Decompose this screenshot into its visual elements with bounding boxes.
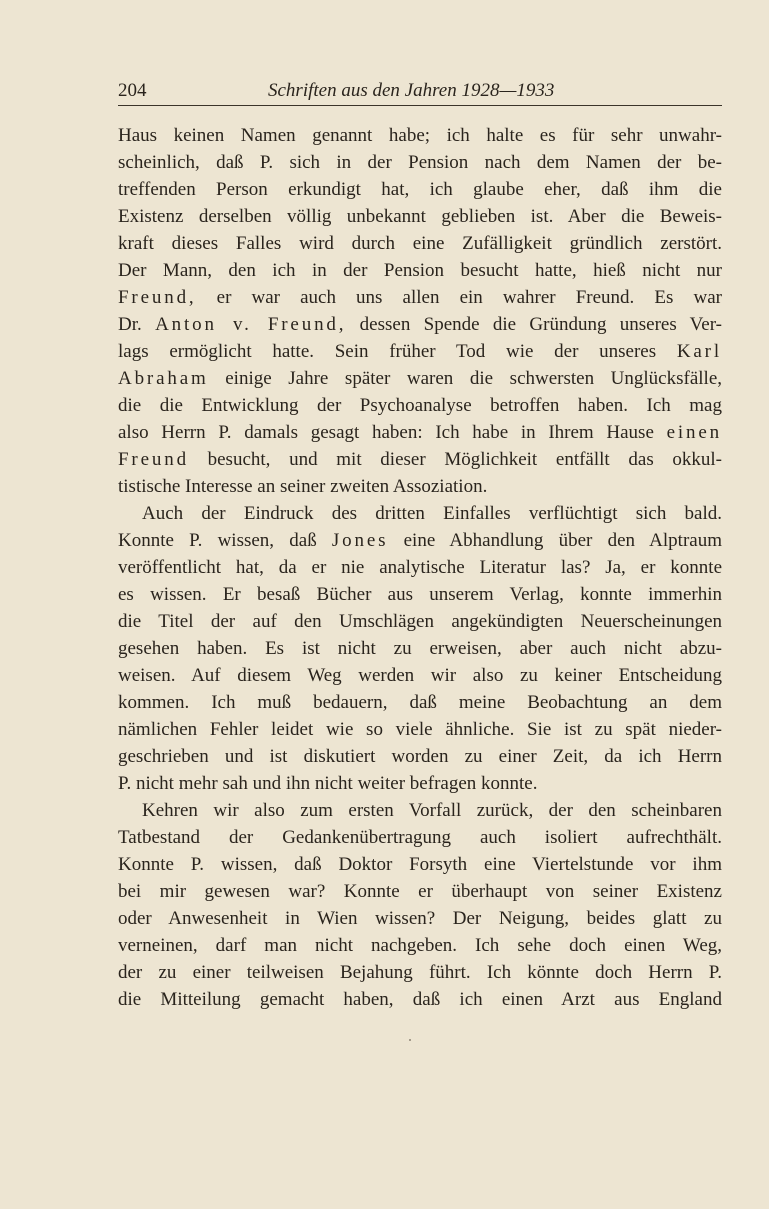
page-number: 204 [118, 80, 147, 101]
text-line [118, 446, 722, 473]
spaced-name: Freund [118, 449, 189, 470]
text-line [118, 365, 722, 392]
line-text: Auch der Eindruck des dritten Einfalles verflüchtigt sich bald. [142, 503, 722, 524]
line-text: Der Mann, den ich in der Pension besucht hatte, hieß nicht nur [118, 260, 722, 281]
text-line [118, 797, 722, 824]
text-line [118, 527, 722, 554]
line-text: P. nicht mehr sah und ihn nicht weiter befragen konnte. [118, 773, 538, 794]
line-text: Tatbestand der Gedankenübertragung auch isoliert aufrechthält. [118, 827, 722, 848]
text-line [118, 851, 722, 878]
line-text: die die Entwicklung der Psychoanalyse betroffen haben. Ich mag [118, 395, 722, 416]
line-text: Existenz derselben völlig unbekannt geblieben ist. Aber die Beweis- [118, 206, 722, 227]
paper-speck [409, 1039, 411, 1041]
line-text-segment: also Herrn P. damals gesagt haben: Ich habe in Ihrem Hause [118, 422, 667, 443]
text-line [118, 986, 722, 1013]
line-text: kommen. Ich muß bedauern, daß meine Beobachtung an dem [118, 692, 722, 713]
text-line [118, 662, 722, 689]
line-text-segment: einige Jahre später waren die schwersten Unglücksfälle, [208, 368, 722, 389]
text-line [118, 743, 722, 770]
running-title: Schriften aus den Jahren 1928—1933 [268, 80, 555, 101]
spaced-name: Jones [331, 530, 389, 551]
text-line [118, 500, 722, 527]
text-line [118, 284, 722, 311]
line-text: kraft dieses Falles wird durch eine Zufälligkeit gründlich zerstört. [118, 233, 722, 254]
text-line [118, 392, 722, 419]
line-text-segment: besucht, und mit dieser Möglichkeit entfällt das okkul- [188, 449, 722, 470]
spaced-name: Anton v. Freund, [155, 314, 347, 335]
line-text-segment: Dr. [118, 314, 156, 335]
line-text: die Mitteilung gemacht haben, daß ich einen Arzt aus England [118, 989, 722, 1010]
text-line [118, 230, 722, 257]
text-line [118, 608, 722, 635]
line-text-segment: lags ermöglicht hatte. Sein früher Tod wie der unseres [118, 341, 677, 362]
text-line [118, 716, 722, 743]
line-text: gesehen haben. Es ist nicht zu erweisen, aber auch nicht abzu- [118, 638, 722, 659]
line-text: Haus keinen Namen genannt habe; ich halte es für sehr unwahr- [118, 125, 722, 146]
spaced-name: Abraham [118, 368, 209, 389]
line-text: tistische Interesse an seiner zweiten Assoziation. [118, 476, 488, 497]
text-line [118, 176, 722, 203]
line-text: es wissen. Er besaß Bücher aus unserem Verlag, konnte immerhin [118, 584, 722, 605]
header-rule [118, 105, 722, 106]
line-text: veröffentlicht hat, da er nie analytische Literatur las? Ja, er konnte [118, 557, 722, 578]
text-line [118, 122, 722, 149]
text-line [118, 338, 722, 365]
text-line [118, 419, 722, 446]
line-text: weisen. Auf diesem Weg werden wir also zu keiner Entscheidung [118, 665, 722, 686]
text-line [118, 770, 722, 797]
line-text-segment: dessen Spende die Gründung unseres Ver- [346, 314, 722, 335]
line-text: oder Anwesenheit in Wien wissen? Der Neigung, beides glatt zu [118, 908, 722, 929]
line-text: Kehren wir also zum ersten Vorfall zurück, der den scheinbaren [142, 800, 722, 821]
line-text: Konnte P. wissen, daß Doktor Forsyth eine Viertelstunde vor ihm [118, 854, 722, 875]
line-text: geschrieben und ist diskutiert worden zu einer Zeit, da ich Herrn [118, 746, 722, 767]
text-line [118, 905, 722, 932]
line-text-segment: eine Abhandlung über den Alptraum [388, 530, 722, 551]
text-line [118, 257, 722, 284]
text-line [118, 878, 722, 905]
text-line [118, 473, 722, 500]
page-header [118, 80, 722, 102]
text-line [118, 959, 722, 986]
body-text [118, 122, 722, 1013]
text-line [118, 689, 722, 716]
line-text: nämlichen Fehler leidet wie so viele ähnliche. Sie ist zu spät nieder- [118, 719, 722, 740]
line-text-segment: Konnte P. wissen, daß [118, 530, 332, 551]
line-text: bei mir gewesen war? Konnte er überhaupt von seiner Existenz [118, 881, 722, 902]
line-text: scheinlich, daß P. sich in der Pension nach dem Namen der be- [118, 152, 722, 173]
text-line [118, 311, 722, 338]
text-line [118, 932, 722, 959]
text-line [118, 203, 722, 230]
text-line [118, 824, 722, 851]
line-text: verneinen, darf man nicht nachgeben. Ich sehe doch einen Weg, [118, 935, 722, 956]
spaced-name: Karl [676, 341, 722, 362]
text-line [118, 554, 722, 581]
text-line [118, 581, 722, 608]
line-text: treffenden Person erkundigt hat, ich glaube eher, daß ihm die [118, 179, 722, 200]
line-text-segment: er war auch uns allen ein wahrer Freund. Es war [196, 287, 722, 308]
line-text: der zu einer teilweisen Bejahung führt. Ich könnte doch Herrn P. [118, 962, 722, 983]
text-line [118, 149, 722, 176]
text-line [118, 635, 722, 662]
spaced-name: einen [666, 422, 722, 443]
line-text: die Titel der auf den Umschlägen angekündigten Neuerscheinungen [118, 611, 722, 632]
spaced-name: Freund, [118, 287, 197, 308]
